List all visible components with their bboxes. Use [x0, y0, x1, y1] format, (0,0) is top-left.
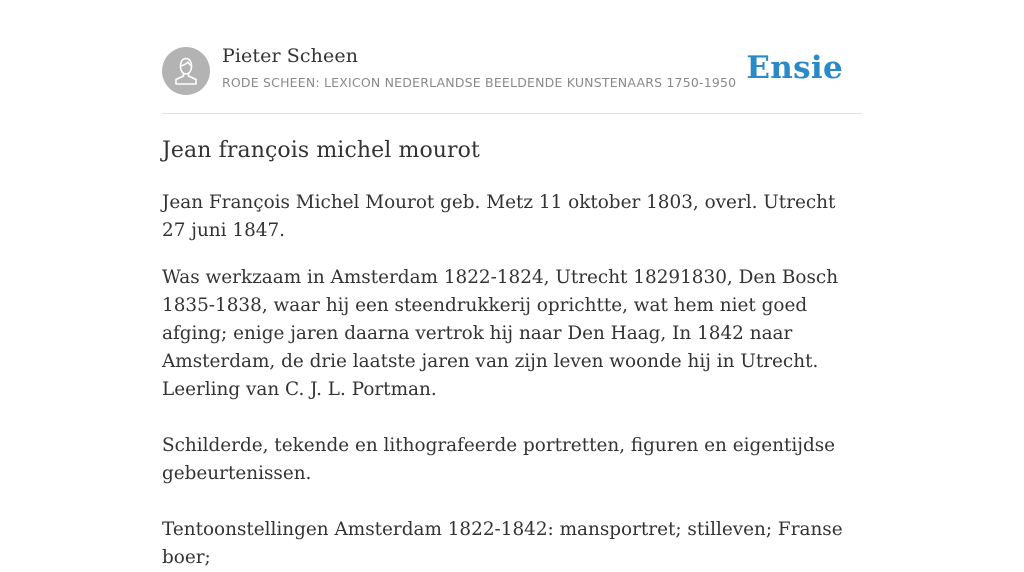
- article-container: [162, 0, 862, 568]
- author-name[interactable]: Pieter Scheen: [222, 45, 359, 67]
- article-body: [162, 189, 862, 572]
- paragraph-exhibitions: Tentoonstellingen Amsterdam 1822-1842: mansportret; stilleven; Franse boer;: [162, 519, 843, 568]
- ensie-logo[interactable]: Ensie: [746, 50, 843, 86]
- header: [162, 0, 862, 114]
- paragraph-birth: Jean François Michel Mourot geb. Metz 11 oktober 1803, overl. Utrecht 27 juni 1847.: [162, 192, 836, 241]
- user-icon: [162, 47, 210, 95]
- avatar[interactable]: [162, 47, 210, 95]
- paragraph-works: Schilderde, tekende en lithografeerde portretten, figuren en eigentijdse gebeurtenissen.: [162, 435, 836, 484]
- page-title: Jean françois michel mourot: [162, 138, 480, 163]
- source-name[interactable]: RODE SCHEEN: LEXICON NEDERLANDSE BEELDENDE KUNSTENAARS 1750-1950: [222, 75, 737, 90]
- paragraph-career: Was werkzaam in Amsterdam 1822-1824, Utrecht 18291830, Den Bosch 1835-1838, waar hij een steendrukkerij oprichtte, wat hem niet goed afging; enige jaren daarna vertrok hij naar Den Haag, In 1842 naar Amsterdam, de drie laatste jaren van zijn leven woonde hij in Utrecht. Leerling van C. J. L. Portman.: [162, 267, 839, 400]
